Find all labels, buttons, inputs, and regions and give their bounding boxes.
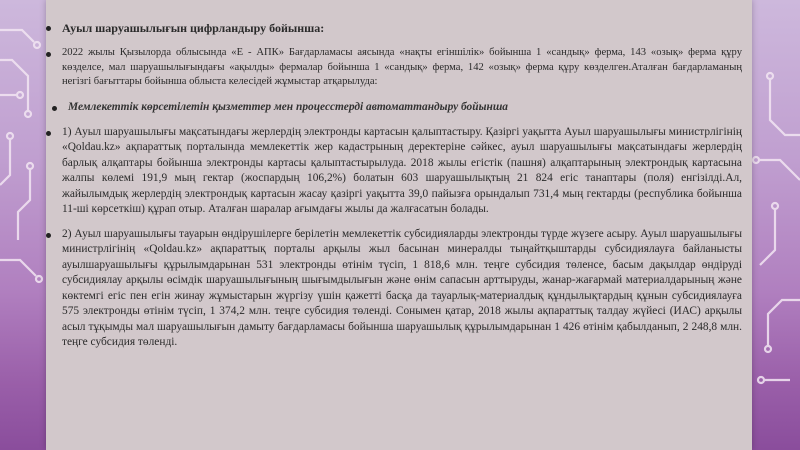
bullet-icon [46,233,51,238]
heading-row [62,20,742,36]
intro-paragraph: 2022 жылы Қызылорда облысында «Е - АПК» Бағдарламасы аясында «нақты егіншілік» бойынша 1 «сандық» ферма, 143 «озық» ферма құру көзделсе, мал шаруашылығындағы «ақылды» фермалар бойынша 1 «сандық» ферма, 142 «озық» ферма құру көзделген.Аталған бағдарламаның негізгі бағыттары бойынша облыста келесідей жұмыстар атқарылуда: [62,47,742,88]
subheading: Мемлекеттік көрсетілетін қызметтер мен процесстерді автоматтандыру бойынша [68,100,508,113]
paragraph1-row [62,125,742,218]
paragraph-1: 1) Ауыл шаруашылығы мақсатындағы жерлердің электронды картасын қалыптастыру. Қазіргі уақытта Ауыл шаруашылығы министрлігінің «Qoldau.kz» ақпараттық порталында мемлекеттік жер кадастрының деректеріне сәйкес, ауыл шаруашылығы мақсатындағы жерлердің барлық алқаптары бойынша электронды картасы қалыптастырылуда. 2018 жылы егістік (пашня) алқаптарының электрондық картасына жалпы көлемі 191,9 мың гектар (жоспардың 106,2%) болатын 603 шаруашылықтың 21 824 егіс танаптары (поля) енгізілді.Ал, жайылымдық жерлердің электрондық картасын жасау қазіргі уақытта 39,0 пайызға орындалып 731,4 мың гектарды (республика бойынша 11-ші көрсеткіш) құрап отыр. Аталған шаралар ағымдағы жылы да жалғасатын болады. [62,125,742,216]
slide-heading: Ауыл шаруашылығын цифрландыру бойынша: [62,21,325,35]
bullet-icon [52,106,57,111]
slide-content [62,20,742,360]
bullet-icon [46,26,51,31]
bullet-icon [46,131,51,136]
paragraph-2: 2) Ауыл шаруашылығы тауарын өндірушілерге берілетін мемлекеттік субсидияларды электронды түрде жүзеге асыру. Ауыл шаруашылығы министрлігінің «Qoldau.kz» ақпараттық порталы арқылы жыл басынан минералды тыңайтқыштарды субсидиялауға байланысты ауылшаруашылығы құрылымдарынан 531 электронды өтінім түсіп, 1 818,6 млн. теңге субсидия төленсе, басым дақылдар өндіруді субсидиялау арқылы өсімдік шаруашылығының шығымдылығын және өнім сапасын арттыруды, жанар-жағармай материалдарының және көктемгі егіс пен егін жинау жұмыстарын жүргізу үшін қажетті басқа да тауарлық-материалдық құндылықтардың құнын субсидиялауға 575 электронды өтінім түсіп, 1 374,2 млн. теңге субсидия төленді. Сонымен қатар, 2018 жылы ақпараттық талдау жүйесі (ИАС) арқылы асыл тұқымды мал шаруашылығын дамыту бағдарламасы бойынша шаруашылық құрылымдарынан 1 426 өтінім қабылданып, 2 248,8 млн. теңге субсидия төленді. [62,227,742,349]
paragraph2-row [62,227,742,351]
subheading-row [62,100,742,115]
intro-row [62,46,742,90]
bullet-icon [46,52,51,57]
